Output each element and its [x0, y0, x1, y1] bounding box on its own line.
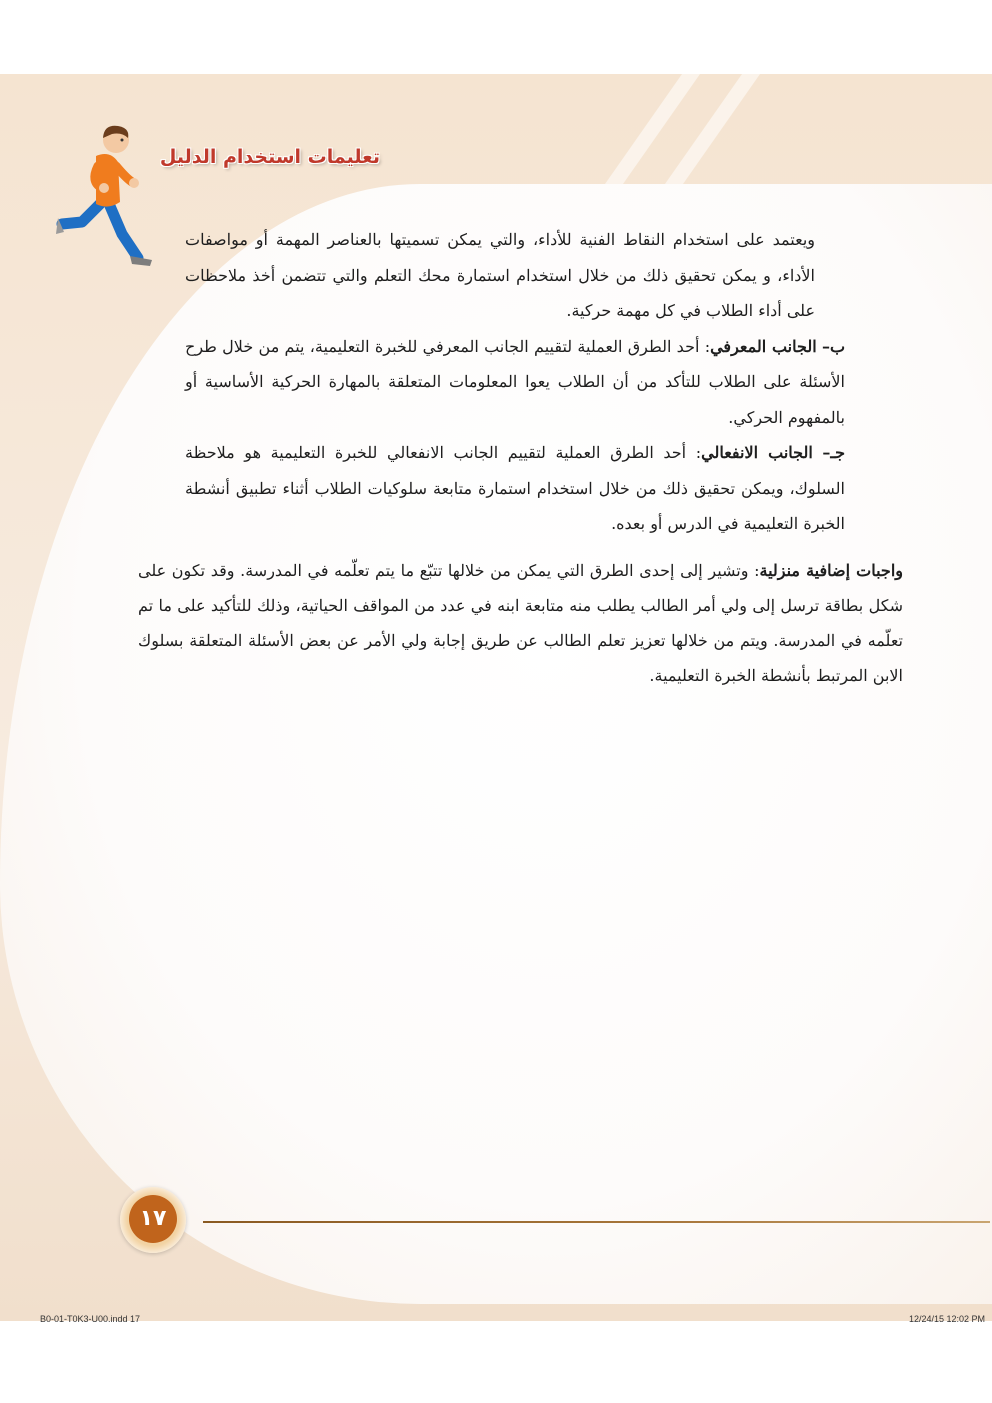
homework-text: : وتشير إلى إحدى الطرق التي يمكن من خلالها تتبّع ما يتم تعلّمه في المدرسة. وقد تكون على شكل بطاقة ترسل إلى ولي أمر الطالب يطلب منه متابعة ابنه في عدد من المواقف الحياتية، وذلك للتأكيد على ما تم تعلّمه في المدرسة. ويتم من خلالها تعزيز تعلم الطالب عن طريق إجابة ولي الأمر عن بعض الأسئلة المتعلقة بسلوك الابن المرتبط بأنشطة الخبرة التعليمية. — [138, 561, 904, 685]
homework-label: واجبات إضافية منزلية — [759, 561, 903, 580]
intro-paragraph: ويعتمد على استخدام النقاط الفنية للأداء، والتي يمكن تسميتها بالعناصر المهمة أو مواصفات الأداء، و يمكن تحقيق ذلك من خلال استخدام استمارة محك التعلم والتي تتضمن أخذ ملاحظات على أداء الطلاب في كل مهمة حركية. — [185, 230, 815, 320]
footer-rule — [203, 1221, 990, 1223]
homework-paragraph — [138, 553, 903, 693]
print-slug-timestamp: 12/24/15 12:02 PM — [908, 1314, 985, 1324]
list-item-text: : أحد الطرق العملية لتقييم الجانب المعرفي للخبرة التعليمية، يتم من خلال طرح الأسئلة على الطلاب للتأكد من أن الطلاب يعوا المعلومات المتعلقة بالمهارة الحركية الأساسية أو بالمفهوم الحركي. — [185, 336, 845, 427]
list-item-text: : أحد الطرق العملية لتقييم الجانب الانفعالي للخبرة التعليمية هو ملاحظة السلوك، ويمكن تحقيق ذلك من خلال استخدام استمارة متابعة سلوكيات الطلاب أثناء تطبيق أنشطة الخبرة التعليمية في الدرس أو بعده. — [185, 443, 845, 533]
list-item-label: الجانب الانفعالي — [701, 443, 813, 462]
runner-icon — [52, 122, 162, 272]
section-title: تعليمات استخدام الدليل — [159, 146, 380, 168]
list-item-marker: ب– — [821, 336, 846, 356]
print-slug-file: B0-01-T0K3-U00.indd 17 — [40, 1314, 141, 1324]
page-number: ١٧ — [129, 1195, 177, 1243]
list-item-label: الجانب المعرفي — [710, 336, 817, 356]
list-item — [185, 329, 845, 436]
main-content — [185, 222, 845, 542]
list-item-marker: جـ– — [822, 443, 845, 462]
list-item — [185, 435, 845, 542]
